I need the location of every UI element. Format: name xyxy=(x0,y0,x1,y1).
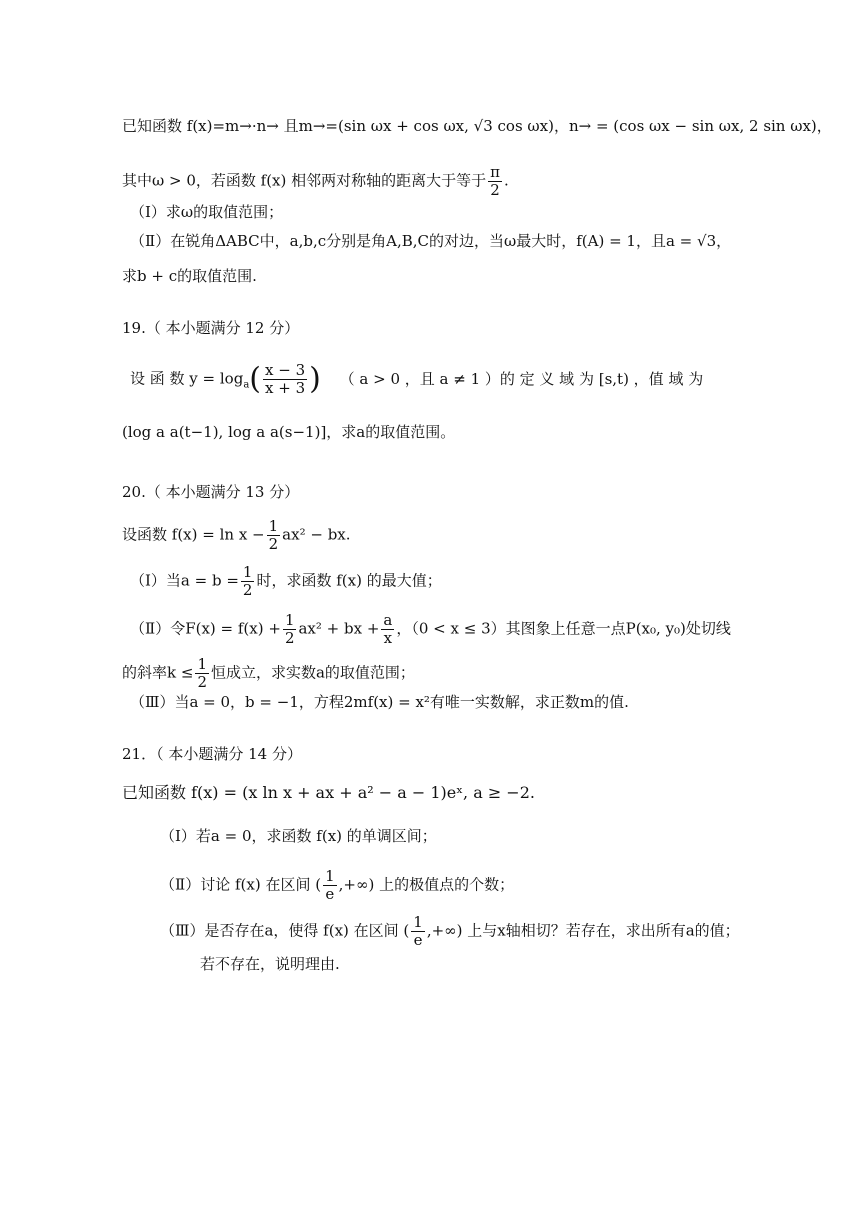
fraction-denominator: x + 3 xyxy=(265,379,306,397)
q18-line2-text: 其中ω > 0，若函数 f(x) 相邻两对称轴的距离大于等于 xyxy=(122,171,487,190)
q20-p2b-rest: 恒成立，求实数a的取值范围； xyxy=(210,663,415,682)
q21-line1: 已知函数 f(x) = (x ln x + ax + a² − a − 1)eˣ, a ≥ −2. xyxy=(122,783,535,802)
q20-p2-fraction1 xyxy=(283,612,297,647)
q20-p1-rest: 时，求函数 f(x) 的最大值； xyxy=(256,571,442,590)
q20-p2-fraction2 xyxy=(381,612,394,647)
q20-part3: （Ⅲ）当a = 0，b = −1，方程2mf(x) = x²有唯一实数解，求正数m的值. xyxy=(130,693,629,711)
fraction-denominator: 2 xyxy=(490,181,500,199)
q19-fraction xyxy=(263,362,307,397)
fraction-numerator: 1 xyxy=(284,611,295,629)
q20-part2-cont xyxy=(122,656,415,691)
q20-part1 xyxy=(130,564,442,599)
q18-line2 xyxy=(122,164,509,199)
fraction-denominator: e xyxy=(325,885,335,903)
q20-header: 20.（ 本小题满分 13 分） xyxy=(122,483,300,501)
q21-part3 xyxy=(160,914,740,949)
q20-func-text: 设函数 f(x) = ln x − xyxy=(122,525,265,544)
q21-part2 xyxy=(160,868,514,903)
fraction-numerator: 1 xyxy=(413,913,423,931)
fraction-numerator: π xyxy=(490,163,500,181)
q18-line1: 已知函数 f(x)=m→·n→ 且m→=(sin ωx + cos ωx, √3 cos ωx)，n→ = (cos ωx − sin ωx, 2 sin ωx)， xyxy=(122,117,832,135)
q18-line2-end: . xyxy=(504,171,509,190)
q21-p2-fraction xyxy=(323,868,337,903)
q18-part2: （Ⅱ）在锐角ΔABC中，a,b,c分别是角A,B,C的对边，当ω最大时，f(A) = 1，且a = √3， xyxy=(130,232,732,250)
q20-p2b-fraction xyxy=(195,656,209,691)
q19-line1: 设 函 数 $y = \log_a$( $\frac{x - 3}{x + 3}$ ) （ a > 0 ，且 a ≠ 1 ）的 定 义 域 为 [s,t) ，值 域 为 xyxy=(130,361,704,397)
q21-part1: （Ⅰ）若a = 0，求函数 f(x) 的单调区间； xyxy=(160,827,437,845)
q18-part1: （Ⅰ）求ω的取值范围； xyxy=(130,203,284,221)
q20-line1 xyxy=(122,518,351,553)
q19-func-text: 设 函 数 y = log xyxy=(130,369,244,388)
q19-header: 19.（ 本小题满分 12 分） xyxy=(122,319,300,337)
fraction-denominator: 2 xyxy=(242,581,253,599)
fraction-denominator: 2 xyxy=(197,673,207,691)
q20-p1-fraction xyxy=(241,564,255,599)
q21-part3-cont: 若不存在，说明理由. xyxy=(200,955,340,973)
q21-p3-rest: ,+∞) 上与x轴相切？若存在，求出所有a的值； xyxy=(426,921,740,940)
q20-p2-rest: ，（0 < x ≤ 3）其图象上任意一点P(x₀, y₀)处切线 xyxy=(396,619,731,638)
fraction-numerator: x − 3 xyxy=(265,361,306,379)
q20-p2b-text: 的斜率k ≤ xyxy=(122,663,194,682)
q18-fraction xyxy=(488,164,502,199)
q20-p2-middle: ax² + bx + xyxy=(298,619,380,638)
fraction-denominator: e xyxy=(413,931,423,949)
fraction-denominator: x xyxy=(383,629,393,647)
fraction-denominator: 2 xyxy=(268,535,279,553)
q21-p2-rest: ,+∞) 上的极值点的个数； xyxy=(338,875,515,894)
fraction-numerator: 1 xyxy=(242,563,253,581)
fraction-denominator: 2 xyxy=(284,629,295,647)
q21-p3-text: （Ⅲ）是否存在a，使得 f(x) 在区间 ( xyxy=(160,921,410,940)
q21-p3-fraction xyxy=(411,914,425,949)
log-base: a xyxy=(243,379,250,391)
q21-header: 21．（ 本小题满分 14 分） xyxy=(122,745,302,763)
q19-line2: (log a a(t−1), log a a(s−1)]，求a的取值范围。 xyxy=(122,423,456,441)
q20-fraction xyxy=(267,518,281,553)
q19-domain-text: （ a > 0 ，且 a ≠ 1 ）的 定 义 域 为 [s,t) ，值 域 为 xyxy=(339,369,704,388)
fraction-numerator: a xyxy=(383,611,393,629)
q20-part2 xyxy=(130,612,731,647)
fraction-numerator: 1 xyxy=(197,655,207,673)
q20-func-rest: ax² − bx. xyxy=(282,525,351,544)
fraction-numerator: 1 xyxy=(325,867,335,885)
fraction-numerator: 1 xyxy=(268,517,279,535)
q18-part2-cont: 求b + c的取值范围. xyxy=(122,267,257,285)
q20-p2-text: （Ⅱ）令F(x) = f(x) + xyxy=(130,619,281,638)
q20-p1-text: （Ⅰ）当a = b = xyxy=(130,571,239,590)
q21-p2-text: （Ⅱ）讨论 f(x) 在区间 ( xyxy=(160,875,322,894)
